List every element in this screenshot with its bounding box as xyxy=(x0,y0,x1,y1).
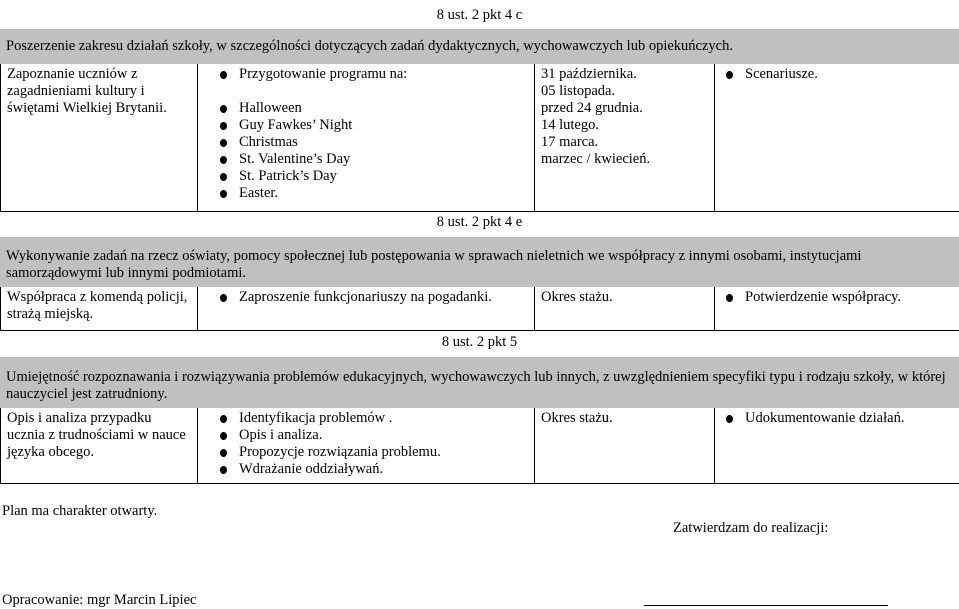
forms-intro-list-1 xyxy=(220,66,528,83)
evidence-cell-1 xyxy=(715,64,959,211)
evidence-cell-2 xyxy=(715,287,959,330)
table-row-2 xyxy=(0,287,959,331)
dates-cell-3 xyxy=(535,408,715,483)
forms-cell-3 xyxy=(198,408,535,483)
list-item: Guy Fawkes’ Night xyxy=(220,117,528,134)
date-item: 17 marca. xyxy=(541,134,599,150)
list-item: Easter. xyxy=(220,185,528,202)
evidence-item: Scenariusze. xyxy=(726,66,953,83)
forms-list-3 xyxy=(220,410,528,478)
list-item: St. Valentine’s Day xyxy=(220,151,528,168)
evidence-item: Udokumentowanie działań. xyxy=(726,410,953,427)
list-item: Halloween xyxy=(220,100,528,117)
dates-cell-1 xyxy=(535,64,715,211)
section-heading-2: 8 ust. 2 pkt 4 e xyxy=(436,214,523,230)
date-item: 31 października. xyxy=(541,66,637,82)
date-item: Okres stażu. xyxy=(541,410,613,426)
evidence-item: Potwierdzenie współpracy. xyxy=(726,289,953,306)
section-heading-3: 8 ust. 2 pkt 5 xyxy=(441,334,518,350)
signature-line xyxy=(644,605,888,606)
approval-label: Zatwierdzam do realizacji: xyxy=(673,520,829,536)
dates-cell-2 xyxy=(535,287,715,330)
section-band-2: Wykonywanie zadań na rzecz oświaty, pomocy społecznej lub postępowania w sprawach nieletnich we współpracy z innymi osobami, instytucjami samorządowymi lub innymi podmiotami. xyxy=(0,237,959,287)
list-item: Opis i analiza. xyxy=(220,427,528,444)
task-cell-3 xyxy=(1,408,198,483)
list-item: St. Patrick’s Day xyxy=(220,168,528,185)
section-band-3: Umiejętność rozpoznawania i rozwiązywania problemów edukacyjnych, wychowawczych lub innych, z uwzględnieniem specyfiki typu i rodzaju szkoły, w której nauczyciel jest zatrudniony. xyxy=(0,357,959,408)
list-item: Identyfikacja problemów . xyxy=(220,410,528,427)
evidence-cell-3 xyxy=(715,408,959,483)
task-cell-2 xyxy=(1,287,198,330)
task-text-2: Współpraca z komendą policji, strażą miejską. xyxy=(7,289,188,322)
date-item: przed 24 grudnia. xyxy=(541,100,643,116)
task-text-1: Zapoznanie uczniów z zagadnieniami kultury i świętami Wielkiej Brytanii. xyxy=(7,66,167,116)
section-heading-1: 8 ust. 2 pkt 4 c xyxy=(436,7,523,23)
table-row-1 xyxy=(0,64,959,212)
author-label: Opracowanie: mgr Marcin Lipiec xyxy=(2,592,197,608)
list-item: Wdrażanie oddziaływań. xyxy=(220,461,528,478)
forms-intro-1: Przygotowanie programu na: xyxy=(220,66,528,83)
list-item: Zaproszenie funkcjonariuszy na pogadanki. xyxy=(220,289,528,306)
task-cell-1 xyxy=(1,64,198,211)
date-item: Okres stażu. xyxy=(541,289,613,305)
list-item: Propozycje rozwiązania problemu. xyxy=(220,444,528,461)
task-text-3: Opis i analiza przypadku ucznia z trudnościami w nauce języka obcego. xyxy=(7,410,186,460)
date-item: 14 lutego. xyxy=(541,117,599,133)
open-plan-note: Plan ma charakter otwarty. xyxy=(2,503,158,519)
date-item: marzec / kwiecień. xyxy=(541,151,651,167)
date-item: 05 listopada. xyxy=(541,83,616,99)
forms-cell-1 xyxy=(198,64,535,211)
list-item: Christmas xyxy=(220,134,528,151)
forms-cell-2 xyxy=(198,287,535,330)
section-band-1: Poszerzenie zakresu działań szkoły, w szczególności dotyczących zadań dydaktycznych, wychowawczych lub opiekuńczych. xyxy=(0,29,959,64)
forms-list-1 xyxy=(220,100,528,202)
table-row-3 xyxy=(0,408,959,484)
